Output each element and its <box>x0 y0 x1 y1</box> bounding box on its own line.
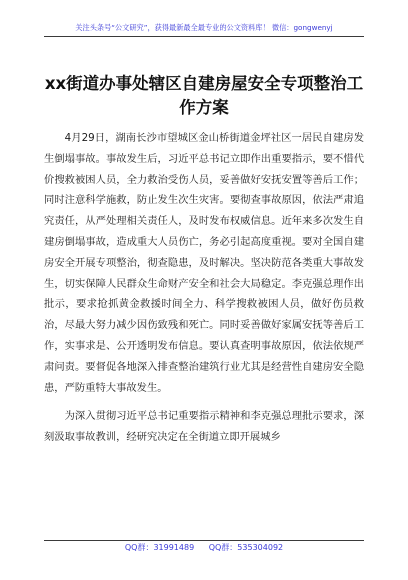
document-body <box>44 128 364 456</box>
footer-qq-group-2: QQ群：535304092 <box>208 543 284 552</box>
body-paragraph: 为深入贯彻习近平总书记重要指示精神和李克强总理批示要求，深刻汲取事故教训，经研究决定在全街道立即开展城乡 <box>44 410 364 444</box>
header-banner: 关注头条号“公文研究”，获得最新最全最专业的公文资料库！ 微信：gongwenyj <box>44 22 364 37</box>
document-title: xx街道办事处辖区自建房屋安全专项整治工作方案 <box>44 74 364 117</box>
footer-qq-group-1: QQ群：31991489 <box>124 543 195 552</box>
footer-contact <box>44 540 364 555</box>
body-paragraph: 4月29日，湖南长沙市望城区金山桥街道金坪社区一居民自建房发生倒塌事故。事故发生后，习近平总书记立即作出重要指示，要不惜代价搜救被困人员，全力救治受伤人员，妥善做好安抚安置等善后工作；同时注意科学施救，防止发生次生灾害。要彻查事故原因，依法严肃追究责任，从严处理相关责任人，及时发布权威信息。近年来多次发生自建房倒塌事故，造成重大人员伤亡，务必引起高度重视。要对全国自建房安全开展专项整治，彻查隐患，及时解决。坚决防范各类重大事故发生，切实保障人民群众生命财产安全和社会大局稳定。李克强总理作出批示，要求抢抓黄金救援时间全力、科学搜救被困人员，做好伤员救治，尽最大努力减少因伤致残和死亡。同时妥善做好家属安抚等善后工作，实事求是、公开透明发布信息。要认真查明事故原因，依法依规严肃问责。要督促各地深入排查整治建筑行业尤其是经营性自建房安全隐患，严防重特大事故发生。 <box>44 132 364 394</box>
